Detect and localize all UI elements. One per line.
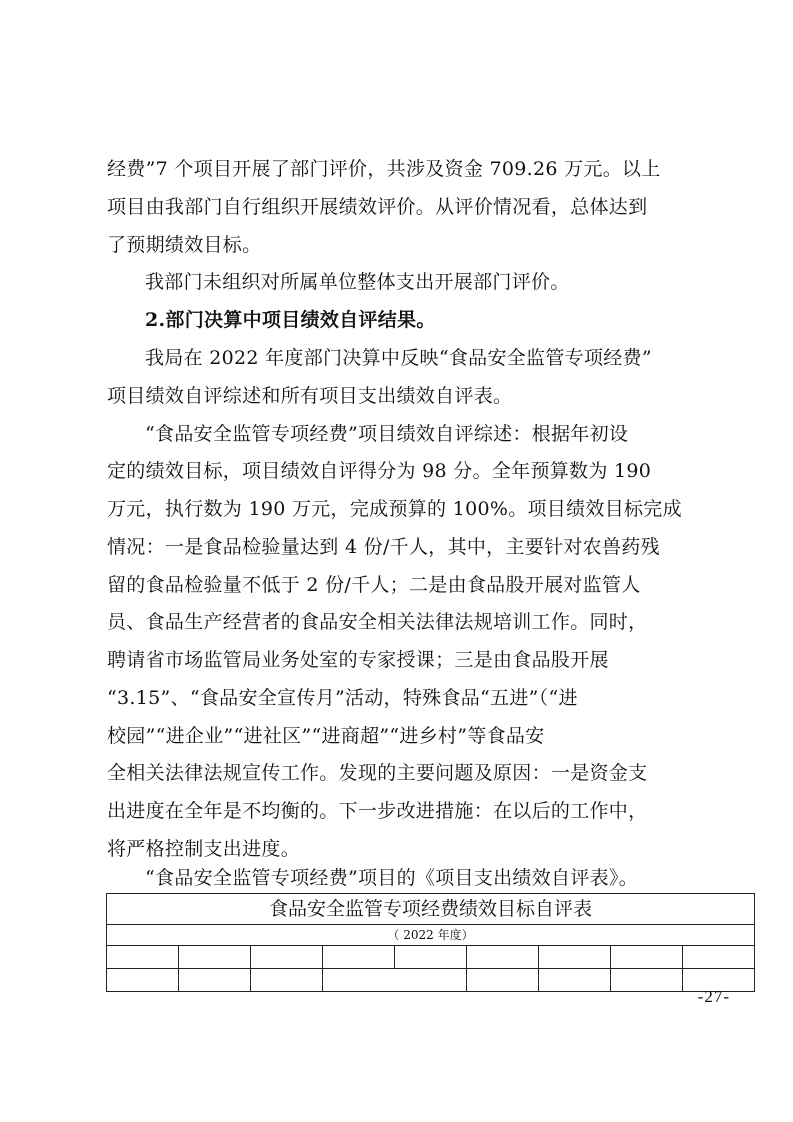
paragraph-line: “食品安全监管专项经费”项目的《项目支出绩效自评表》。 <box>145 867 639 889</box>
paragraph-line: 员、食品生产经营者的食品安全相关法律法规培训工作。同时， <box>107 611 648 633</box>
paragraph-line: 项目绩效自评综述和所有项目支出绩效自评表。 <box>107 385 513 407</box>
table-row <box>107 946 755 969</box>
table-cell <box>251 946 323 969</box>
paragraph-line: “3.15”、“食品安全宣传月”活动，特殊食品“五进”（“进 <box>107 687 578 709</box>
paragraph-line: 全相关法律法规宣传工作。发现的主要问题及原因：一是资金支 <box>107 762 648 784</box>
table-cell <box>395 946 467 969</box>
table-cell <box>683 946 755 969</box>
paragraph-line: 定的绩效目标，项目绩效自评得分为 98 分。全年预算数为 190 <box>107 460 652 482</box>
table-year: （ 2022 年度） <box>107 925 755 946</box>
page-number: -27- <box>697 987 730 1006</box>
paragraph-line: “食品安全监管专项经费”项目绩效自评综述：根据年初设 <box>145 423 629 445</box>
paragraph-line: 我局在 2022 年度部门决算中反映“食品安全监管专项经费” <box>145 347 652 369</box>
paragraph-line: 万元，执行数为 190 万元，完成预算的 100%。项目绩效目标完成 <box>107 498 682 520</box>
paragraph-line: 出进度在全年是不均衡的。下一步改进措施：在以后的工作中， <box>107 800 648 822</box>
paragraph-line: 留的食品检验量不低于 2 份/千人；二是由食品股开展对监管人 <box>107 574 641 596</box>
paragraph-line: 校园”“进企业”“进社区”“进商超”“进乡村”等食品安 <box>107 725 545 747</box>
paragraph-line: 情况：一是食品检验量达到 4 份/千人，其中，主要针对农兽药残 <box>107 536 660 558</box>
paragraph-line: 了预期绩效目标。 <box>107 234 262 256</box>
section-heading: 2.部门决算中项目绩效自评结果。 <box>145 309 436 331</box>
table-cell <box>539 946 611 969</box>
table-title: 食品安全监管专项经费绩效目标自评表 <box>107 894 755 925</box>
paragraph-line: 聘请省市场监管局业务处室的专家授课；三是由食品股开展 <box>107 649 609 671</box>
table-cell <box>611 946 683 969</box>
evaluation-table <box>106 893 755 992</box>
paragraph-line: 将严格控制支出进度。 <box>107 838 301 860</box>
paragraph-line: 经费”7 个项目开展了部门评价，共涉及资金 709.26 万元。以上 <box>107 158 661 180</box>
table-cell <box>179 946 251 969</box>
paragraph-line: 项目由我部门自行组织开展绩效评价。从评价情况看，总体达到 <box>107 196 648 218</box>
paragraph-line: 我部门未组织对所属单位整体支出开展部门评价。 <box>145 271 570 293</box>
table-cell <box>467 946 539 969</box>
table-cell <box>323 946 395 969</box>
table-cell <box>107 946 179 969</box>
